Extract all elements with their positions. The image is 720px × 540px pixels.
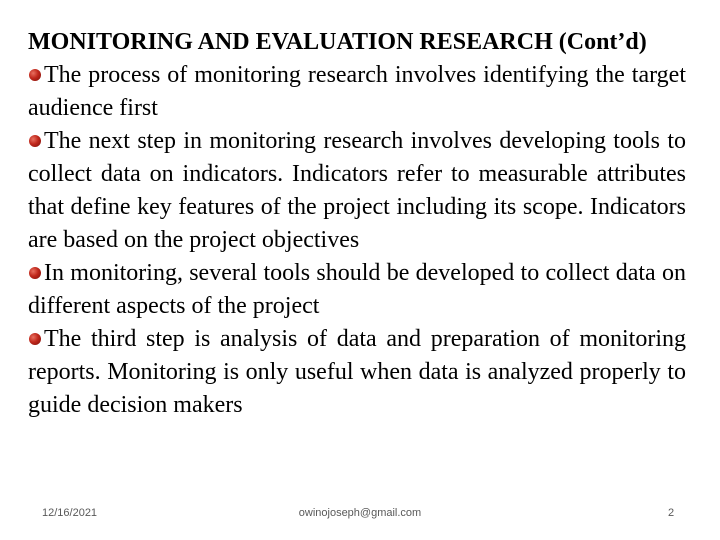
bullet-item bbox=[28, 257, 686, 323]
bullet-item bbox=[28, 323, 686, 422]
red-sphere-bullet-icon bbox=[29, 135, 41, 147]
bullet-text: The third step is analysis of data and preparation of monitoring reports. Monitoring is only useful when data is analyzed properly to guide decision makers bbox=[28, 326, 686, 418]
bullet-item bbox=[28, 125, 686, 257]
red-sphere-bullet-icon bbox=[29, 69, 41, 81]
footer-email: owinojoseph@gmail.com bbox=[298, 507, 422, 519]
red-sphere-bullet-icon bbox=[29, 333, 41, 345]
slide-title: MONITORING AND EVALUATION RESEARCH (Cont’d) bbox=[28, 29, 647, 55]
footer-page-number: 2 bbox=[668, 507, 675, 519]
slide-content bbox=[28, 26, 686, 422]
footer-date: 12/16/2021 bbox=[42, 507, 98, 519]
red-sphere-bullet-icon bbox=[29, 267, 41, 279]
bullet-text: In monitoring, several tools should be developed to collect data on different aspects of the project bbox=[28, 260, 686, 319]
bullet-text: The process of monitoring research involves identifying the target audience first bbox=[28, 62, 686, 121]
bullet-item bbox=[28, 59, 686, 125]
bullet-text: The next step in monitoring research involves developing tools to collect data on indicators. Indicators refer to measurable attributes that define key features of the project including its scope. Indicators are based on the project objectives bbox=[28, 128, 686, 253]
